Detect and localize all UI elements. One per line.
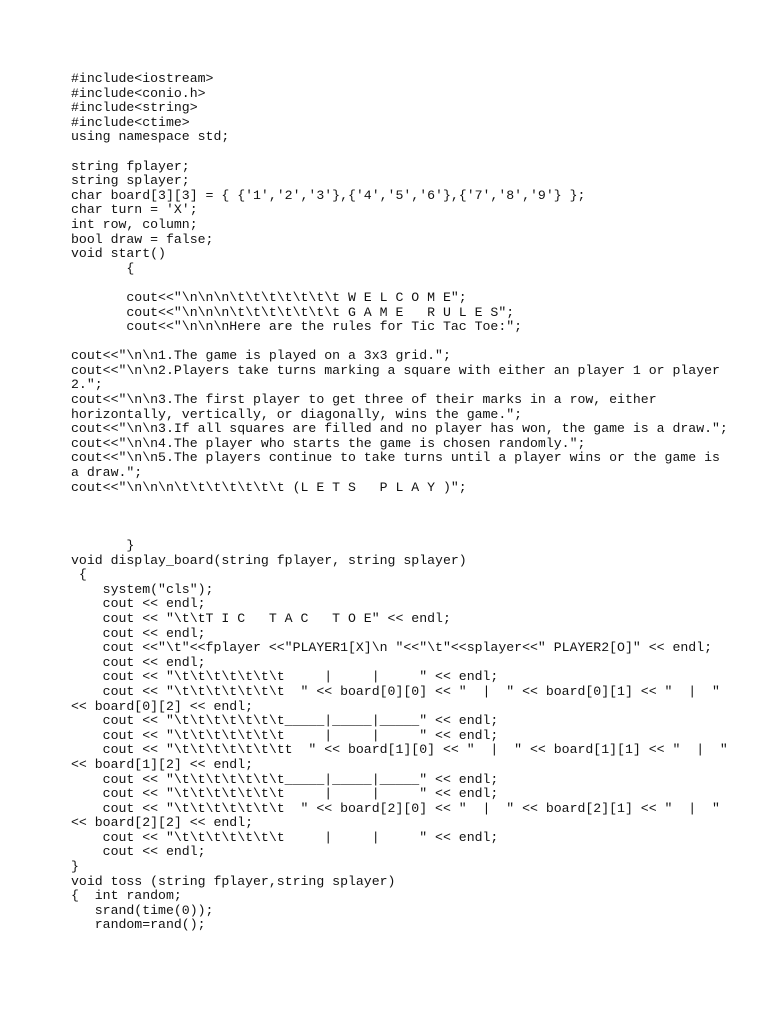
code-line: cout << "\t\t\t\t\t\t\t | | " << endl;: [71, 669, 499, 685]
code-line: cout <<"\t"<<fplayer <<"PLAYER1[X]\n "<<"\t"<<splayer<<" PLAYER2[O]" << endl;: [71, 640, 713, 656]
code-line: { int random;: [71, 888, 182, 904]
code-line: cout << "\t\t\t\t\t\t\t | | " << endl;: [71, 786, 499, 802]
code-line: 2.";: [71, 377, 103, 393]
code-line: [71, 524, 711, 539]
code-line: #include<iostream>: [71, 71, 214, 86]
code-line: void display_board(string fplayer, string splayer): [71, 552, 467, 568]
code-line: string fplayer;: [71, 158, 190, 174]
code-line: cout << "\t\t\t\t\t\t\tt " << board[1][0] << " | " << board[1][1] << " | ": [71, 742, 728, 758]
code-line: int row, column;: [71, 216, 198, 232]
code-line: cout<<"\n\n3.The first player to get three of their marks in a row, either: [71, 392, 657, 408]
code-line: cout << "\t\t\t\t\t\t\t | | " << endl;: [71, 829, 499, 845]
code-line: srand(time(0));: [71, 902, 214, 918]
code-line: [71, 145, 711, 160]
code-line: cout << endl;: [71, 654, 206, 670]
code-line: #include<conio.h>: [71, 85, 206, 101]
code-line: {: [71, 260, 135, 276]
code-line: random=rand();: [71, 917, 206, 933]
code-document: [71, 71, 728, 933]
code-line: char turn = 'X';: [71, 202, 198, 218]
code-line: cout << "\t\t\t\t\t\t\t " << board[0][0] << " | " << board[0][1] << " | ": [71, 683, 720, 699]
code-line: void start(): [71, 246, 166, 262]
code-line: cout << "\t\t\t\t\t\t\t " << board[2][0] << " | " << board[2][1] << " | ": [71, 800, 720, 816]
code-line: [71, 335, 711, 350]
code-line: cout<<"\n\n\n\t\t\t\t\t\t\t G A M E R U L E S";: [71, 304, 515, 320]
code-line: using namespace std;: [71, 129, 230, 145]
code-line: a draw.";: [71, 465, 143, 481]
code-line: }: [71, 538, 135, 553]
code-line: cout<<"\n\n2.Players take turns marking a square with either an player 1 or player: [71, 362, 720, 378]
code-line: cout<<"\n\n4.The player who starts the game is chosen randomly.";: [71, 435, 586, 451]
code-line: char board[3][3] = { {'1','2','3'},{'4','5','6'},{'7','8','9'} };: [71, 187, 586, 203]
code-line: [71, 276, 711, 291]
code-line: << board[2][2] << endl;: [71, 815, 254, 831]
code-line: cout << "\t\t\t\t\t\t\t | | " << endl;: [71, 727, 499, 743]
code-line: cout<<"\n\n3.If all squares are filled and no player has won, the game is a draw.";: [71, 421, 728, 437]
code-line: }: [71, 859, 79, 875]
code-line: cout << endl;: [71, 596, 206, 612]
code-line: cout<<"\n\n\n\t\t\t\t\t\t\t (L E T S P L A Y )";: [71, 479, 467, 495]
code-line: cout << endl;: [71, 625, 206, 641]
code-line: horizontally, vertically, or diagonally, wins the game.";: [71, 406, 523, 422]
code-line: #include<string>: [71, 100, 198, 116]
code-line: cout << endl;: [71, 844, 206, 860]
code-line: cout<<"\n\n5.The players continue to take turns until a player wins or the game is: [71, 450, 720, 466]
code-line: bool draw = false;: [71, 231, 214, 247]
code-line: << board[0][2] << endl;: [71, 698, 254, 714]
code-line: system("cls");: [71, 581, 214, 597]
code-line: cout << "\t\t\t\t\t\t\t_____|_____|_____" << endl;: [71, 713, 499, 729]
code-line: {: [71, 567, 87, 583]
code-line: cout<<"\n\n\n\t\t\t\t\t\t\t W E L C O M E";: [71, 289, 467, 305]
code-line: << board[1][2] << endl;: [71, 756, 254, 772]
code-line: #include<ctime>: [71, 114, 190, 130]
code-line: cout << "\t\tT I C T A C T O E" << endl;: [71, 610, 451, 626]
code-line: string splayer;: [71, 173, 190, 189]
code-line: cout<<"\n\n1.The game is played on a 3x3 grid.";: [71, 348, 451, 364]
code-line: cout << "\t\t\t\t\t\t\t_____|_____|_____" << endl;: [71, 771, 499, 787]
code-line: [71, 510, 711, 525]
code-line: void toss (string fplayer,string splayer): [71, 873, 396, 889]
code-line: [71, 495, 711, 510]
code-line: cout<<"\n\n\nHere are the rules for Tic Tac Toe:";: [71, 319, 523, 335]
